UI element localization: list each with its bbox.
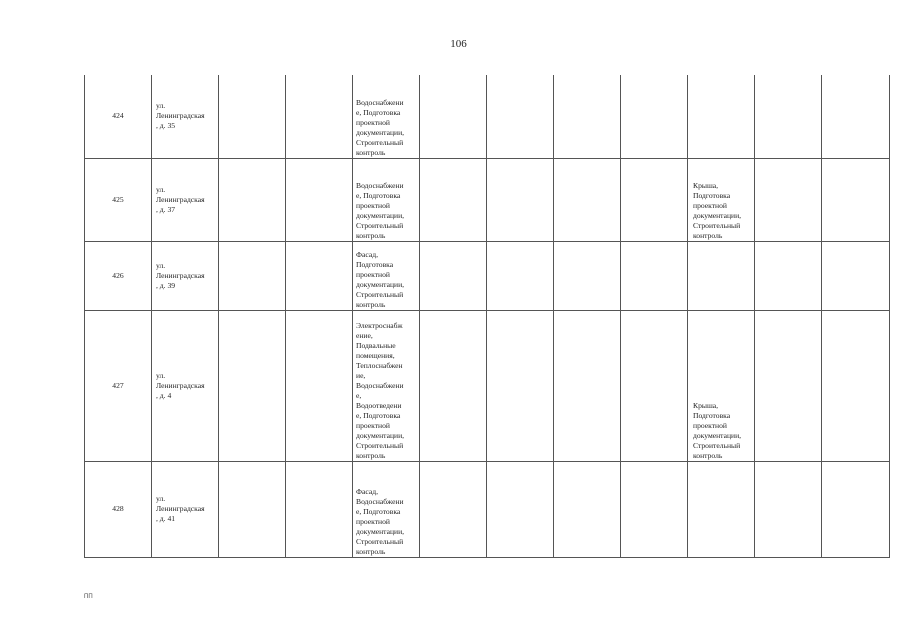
empty-cell (554, 241, 621, 310)
works-line: е, Подготовка (356, 190, 401, 200)
empty-cell (487, 158, 554, 241)
footer-mark: ПП (84, 594, 93, 600)
address-cell (152, 310, 219, 461)
empty-cell (219, 241, 286, 310)
table-row (85, 310, 890, 461)
roof-works-line: Подготовка (693, 410, 731, 420)
works-line: проектной (356, 117, 390, 127)
empty-cell (755, 75, 822, 158)
empty-cell (554, 461, 621, 557)
empty-cell (219, 461, 286, 557)
roof-works-cell (688, 158, 755, 241)
address-line: , д. 37 (156, 204, 176, 214)
empty-cell (621, 241, 688, 310)
table-row (85, 75, 890, 158)
empty-cell (554, 310, 621, 461)
empty-cell (286, 75, 353, 158)
works-line: ение, (356, 330, 373, 340)
empty-cell (487, 75, 554, 158)
address-line: Ленинградская (156, 194, 205, 204)
works-cell (353, 158, 420, 241)
works-line: документации, (356, 127, 405, 137)
works-line: Водоснабжени (356, 380, 404, 390)
works-line: е, Подготовка (356, 410, 401, 420)
address-line: , д. 41 (156, 514, 176, 523)
empty-cell (420, 241, 487, 310)
works-line: документации, (356, 210, 405, 220)
empty-cell (286, 158, 353, 241)
address-cell (152, 241, 219, 310)
works-line: Строительный (356, 440, 404, 450)
empty-cell (822, 310, 890, 461)
row-number: 427 (85, 310, 152, 461)
works-cell (353, 461, 420, 557)
works-line: документации, (356, 526, 405, 536)
empty-cell (219, 158, 286, 241)
address-line: ул. (156, 184, 166, 194)
works-line: Фасад, (356, 249, 378, 259)
address-cell (152, 461, 219, 557)
table-row (85, 158, 890, 241)
works-line: проектной (356, 420, 390, 430)
works-line: контроль (356, 546, 386, 556)
works-line: е, Подготовка (356, 107, 401, 117)
works-line: Водоснабжени (356, 180, 404, 190)
works-line: Теплоснабжен (356, 360, 403, 370)
works-line: Строительный (356, 220, 404, 230)
address-cell (152, 158, 219, 241)
row-number: 424 (85, 75, 152, 158)
empty-cell (621, 310, 688, 461)
works-line: Водоотведени (356, 400, 402, 410)
works-line: Подготовка (356, 259, 394, 269)
address-line: Ленинградская (156, 380, 205, 390)
empty-cell (219, 310, 286, 461)
empty-cell (487, 241, 554, 310)
empty-cell (822, 241, 890, 310)
empty-cell (755, 310, 822, 461)
roof-works-line: документации, (693, 430, 742, 440)
table-row (85, 461, 890, 557)
works-line: Строительный (356, 536, 404, 546)
empty-cell (755, 461, 822, 557)
empty-cell (822, 75, 890, 158)
works-line: Фасад, (356, 486, 378, 496)
address-line: , д. 35 (156, 121, 176, 131)
empty-cell (487, 310, 554, 461)
empty-cell (621, 75, 688, 158)
works-line: контроль (356, 450, 386, 460)
row-number: 428 (85, 461, 152, 557)
empty-cell (286, 241, 353, 310)
buildings-table (84, 75, 890, 558)
works-cell (353, 310, 420, 461)
empty-cell (822, 158, 890, 241)
empty-cell (621, 461, 688, 557)
roof-works-line: документации, (693, 210, 742, 220)
empty-cell (621, 158, 688, 241)
works-line: Строительный (356, 137, 404, 147)
works-line: Строительный (356, 289, 404, 299)
empty-cell (755, 241, 822, 310)
row-number: 426 (85, 241, 152, 310)
empty-cell (420, 158, 487, 241)
empty-cell (420, 461, 487, 557)
row-number: 425 (85, 158, 152, 241)
empty-cell (487, 461, 554, 557)
empty-cell (420, 310, 487, 461)
address-line: ул. (156, 494, 166, 503)
empty-cell (286, 461, 353, 557)
roof-works-cell (688, 75, 755, 158)
roof-works-line: Подготовка (693, 190, 731, 200)
empty-cell (219, 75, 286, 158)
works-line: Подвальные (356, 340, 396, 350)
works-line: контроль (356, 299, 386, 309)
works-cell (353, 75, 420, 158)
empty-cell (286, 310, 353, 461)
address-line: Ленинградская (156, 504, 205, 513)
roof-works-line: Крыша, (693, 400, 719, 410)
works-line: контроль (356, 147, 386, 157)
address-line: ул. (156, 101, 166, 111)
roof-works-line: проектной (693, 420, 727, 430)
roof-works-line: Крыша, (693, 180, 719, 190)
address-line: Ленинградская (156, 111, 205, 121)
address-line: , д. 4 (156, 390, 172, 400)
empty-cell (755, 158, 822, 241)
page-number: 106 (450, 38, 467, 50)
works-cell (353, 241, 420, 310)
empty-cell (554, 75, 621, 158)
roof-works-cell (688, 241, 755, 310)
table-row (85, 241, 890, 310)
roof-works-line: контроль (693, 450, 723, 460)
works-line: е, (356, 390, 362, 400)
works-line: Электроснабж (356, 320, 403, 330)
roof-works-line: Строительный (693, 220, 741, 230)
empty-cell (554, 158, 621, 241)
works-line: Водоснабжени (356, 97, 404, 107)
works-line: проектной (356, 269, 390, 279)
works-line: документации, (356, 430, 405, 440)
roof-works-line: контроль (693, 230, 723, 240)
address-line: ул. (156, 370, 166, 380)
roof-works-line: проектной (693, 200, 727, 210)
works-line: ие, (356, 370, 366, 380)
address-cell (152, 75, 219, 158)
roof-works-line: Строительный (693, 440, 741, 450)
works-line: е, Подготовка (356, 506, 401, 516)
works-line: документации, (356, 279, 405, 289)
empty-cell (822, 461, 890, 557)
address-line: Ленинградская (156, 270, 205, 280)
roof-works-cell (688, 310, 755, 461)
roof-works-cell (688, 461, 755, 557)
address-line: , д. 39 (156, 280, 176, 290)
address-line: ул. (156, 260, 166, 270)
empty-cell (420, 75, 487, 158)
works-line: помещения, (356, 350, 395, 360)
works-line: Водоснабжени (356, 496, 404, 506)
works-line: проектной (356, 516, 390, 526)
works-line: проектной (356, 200, 390, 210)
works-line: контроль (356, 230, 386, 240)
